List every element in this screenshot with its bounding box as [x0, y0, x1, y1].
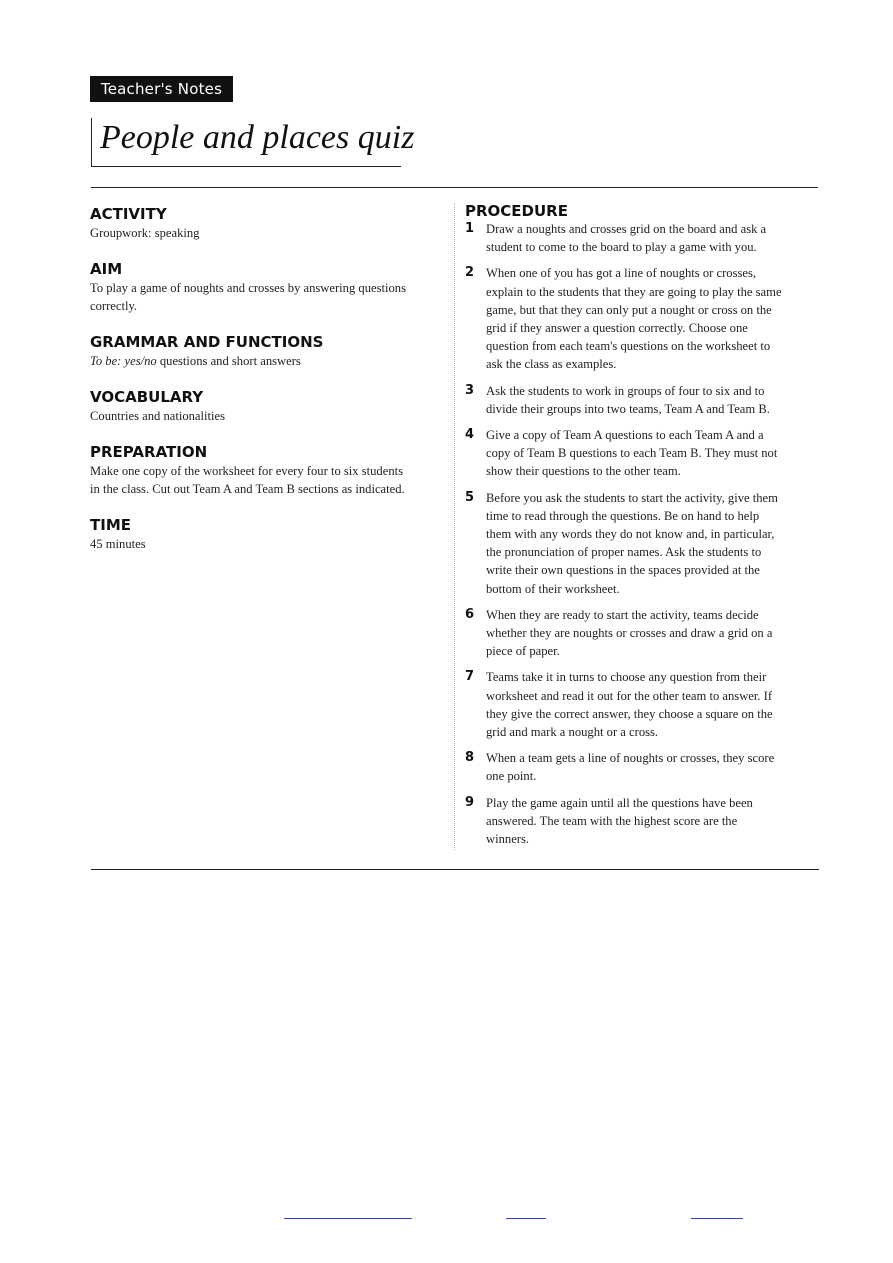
procedure-column [465, 202, 820, 848]
step-number: 7 [465, 669, 475, 685]
step-text-line: piece of paper. [486, 644, 560, 659]
step-text-line: Teams take it in turns to choose any question from their [486, 670, 767, 685]
step-text [486, 382, 819, 418]
activity-heading: ACTIVITY [90, 205, 167, 223]
bottom-rule [91, 869, 819, 870]
step-text-line: Give a copy of Team A questions to each Team A and a [486, 428, 764, 443]
vocabulary-text: Countries and nationalities [90, 409, 226, 423]
step-text-line: winners. [486, 832, 530, 847]
step-text [486, 749, 819, 785]
grammar-section [90, 332, 445, 370]
procedure-step [465, 794, 820, 849]
step-text-line: question from each team's questions on the worksheet to [486, 339, 771, 354]
procedure-step [465, 668, 820, 741]
step-text [486, 489, 819, 598]
activity-section [90, 204, 445, 242]
step-text-line: When one of you has got a line of noughts or crosses, [486, 266, 757, 281]
footer-link-line-1[interactable] [284, 1218, 412, 1219]
step-text-line: Before you ask the students to start the activity, give them [486, 490, 778, 505]
step-text [486, 606, 819, 661]
step-number: 3 [465, 382, 475, 398]
grammar-rest: questions and short answers [156, 354, 301, 368]
step-text-line: ask the class as examples. [486, 357, 617, 372]
step-number: 5 [465, 489, 475, 505]
page-title: People and places quiz [100, 119, 415, 156]
left-column [90, 204, 445, 553]
time-heading: TIME [90, 516, 131, 534]
step-text-line: whether they are noughts or crosses and draw a grid on a [486, 626, 773, 641]
step-number: 4 [465, 427, 475, 443]
procedure-step [465, 264, 820, 373]
vocabulary-section [90, 387, 445, 425]
step-number: 1 [465, 221, 475, 236]
time-section [90, 515, 445, 553]
footer-link-line-2[interactable] [506, 1218, 546, 1219]
procedure-step [465, 749, 820, 785]
step-text-line: When a team gets a line of noughts or crosses, they score [486, 751, 775, 766]
preparation-text-line-1: Make one copy of the worksheet for every four to six students [90, 464, 404, 478]
aim-text-line-2: correctly. [90, 299, 138, 313]
step-text-line: answered. The team with the highest score are the [486, 813, 738, 828]
step-text-line: they give the correct answer, they choose a square on the [486, 706, 773, 721]
teachers-notes-badge: Teacher's Notes [90, 76, 233, 102]
time-text: 45 minutes [90, 537, 146, 551]
step-text-line: explain to the students that they are going to play the same [486, 284, 782, 299]
step-text-line: bottom of their worksheet. [486, 581, 620, 596]
step-text-line: Draw a noughts and crosses grid on the board and ask a [486, 222, 767, 236]
step-text-line: student to come to the board to play a game with you. [486, 240, 757, 255]
top-rule [91, 187, 818, 188]
step-text-line: them with any words they do not know and, in particular, [486, 527, 775, 542]
procedure-steps [465, 220, 820, 848]
column-divider [454, 203, 455, 850]
procedure-step [465, 382, 820, 418]
activity-text: Groupwork: speaking [90, 226, 200, 240]
preparation-heading: PREPARATION [90, 443, 208, 461]
preparation-section [90, 442, 445, 498]
step-text-line: copy of Team B questions to each Team B. They must not [486, 446, 778, 461]
procedure-step [465, 489, 820, 598]
grammar-heading: GRAMMAR AND FUNCTIONS [90, 333, 324, 351]
step-text [486, 220, 819, 256]
procedure-step [465, 220, 820, 256]
step-text-line: divide their groups into two teams, Team A and Team B. [486, 401, 770, 416]
title-frame [91, 118, 415, 167]
aim-text-line-1: To play a game of noughts and crosses by answering questions [90, 281, 406, 295]
grammar-text [90, 352, 445, 370]
step-text-line: worksheet and read it out for the other team to answer. If [486, 688, 773, 703]
step-text-line: write their own questions in the spaces provided at the [486, 563, 760, 578]
step-text [486, 426, 819, 481]
vocabulary-heading: VOCABULARY [90, 388, 204, 406]
footer-link-line-3[interactable] [691, 1218, 743, 1219]
step-text-line: time to read through the questions. Be on hand to help [486, 508, 760, 523]
aim-heading: AIM [90, 260, 123, 278]
step-text-line: one point. [486, 769, 537, 784]
preparation-text-line-2: in the class. Cut out Team A and Team B sections as indicated. [90, 482, 405, 496]
procedure-heading: PROCEDURE [465, 202, 568, 220]
step-text-line: game, but that they can only put a nought or cross on the [486, 302, 772, 317]
step-number: 6 [465, 606, 475, 622]
step-text-line: Play the game again until all the questions have been [486, 795, 753, 810]
aim-section [90, 259, 445, 315]
step-text [486, 668, 819, 741]
step-text-line: When they are ready to start the activity, teams decide [486, 607, 759, 622]
step-number: 9 [465, 794, 475, 810]
step-text-line: grid and mark a nought or a cross. [486, 725, 659, 740]
step-number: 8 [465, 750, 475, 766]
step-text [486, 264, 819, 373]
step-text [486, 794, 819, 849]
step-text-line: grid if they answer a question correctly. Choose one [486, 321, 748, 336]
step-number: 2 [465, 265, 475, 281]
procedure-step [465, 606, 820, 661]
grammar-italic: To be: yes/no [90, 354, 157, 368]
step-text-line: the pronunciation of proper names. Ask the students to [486, 545, 762, 560]
procedure-step [465, 426, 820, 481]
step-text-line: show their questions to the other team. [486, 464, 681, 479]
step-text-line: Ask the students to work in groups of four to six and to [486, 383, 765, 398]
